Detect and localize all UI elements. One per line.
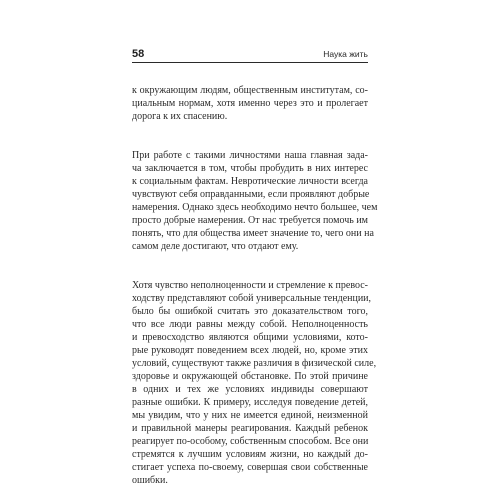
text-line: чувствуют себя оправданными, если проявляют добрые — [132, 189, 370, 200]
page-header — [132, 48, 368, 63]
text-line: реагирует по-особому, собственным способом. Все они — [132, 436, 369, 447]
text-line: Хотя чувство неполноценности и стремление к превос- — [132, 280, 368, 291]
text-line: ошибки. — [132, 475, 168, 486]
page-number: 58 — [132, 48, 145, 60]
text-line: и превосходство являются общими условиями, кото- — [132, 332, 368, 343]
text-line: разные ошибки. К примеру, исследуя поведение детей, — [132, 397, 368, 408]
paragraph-gap — [132, 253, 368, 266]
text-line: понять, что для общества имеет значение то, чего они на — [132, 228, 374, 239]
text-line: просто добрые намерения. От нас требуется помочь им — [132, 215, 368, 226]
text-line: к окружающим людям, общественным институтам, со- — [132, 85, 368, 96]
paragraph-gap — [132, 136, 368, 149]
running-title: Наука жить — [323, 49, 368, 59]
text-line: дорога к их спасению. — [132, 111, 228, 122]
text-line: стигает успеха по-своему, совершая свои собственные — [132, 462, 368, 473]
text-line: к социальным фактам. Невротические личности всегда — [132, 176, 368, 187]
text-line: и правильной манеры реагирования. Каждый ребенок — [132, 423, 368, 434]
text-line: ходству представляют собой универсальные тенденции, — [132, 293, 372, 304]
text-line: При работе с такими личностями наша главная зада- — [132, 150, 368, 161]
text-line: рые руководят поведением всех людей, но, кроме этих — [132, 345, 368, 356]
paragraph-gap — [132, 123, 368, 136]
text-line: намерения. Однако здесь необходимо нечто большее, чем — [132, 202, 378, 213]
text-line: здоровье и окружающей обстановке. По этой причине — [132, 371, 368, 382]
paragraph — [132, 84, 368, 123]
text-line: ча заключается в том, чтобы пробудить в них интерес — [132, 163, 368, 174]
text-line: мы увидим, что у них не имеется единой, неизменной — [132, 410, 368, 421]
text-line: циальным нормам, хотя именно через это и пролегает — [132, 98, 368, 109]
text-line: самом деле достигают, что отдают ему. — [132, 241, 299, 252]
body-text — [132, 84, 378, 487]
text-line: что все люди равны между собой. Неполноценность — [132, 319, 368, 330]
text-line: стремятся к лучшим условиям жизни, но каждый до- — [132, 449, 368, 460]
text-line: было бы ошибкой считать это доказательством того, — [132, 306, 368, 317]
text-line: условий, существуют также различия в физической силе, — [132, 358, 377, 369]
paragraph-gap — [132, 266, 368, 279]
text-line: в одних и тех же условиях индивиды совершают — [132, 384, 368, 395]
paragraph — [132, 279, 377, 487]
paragraph — [132, 149, 378, 253]
